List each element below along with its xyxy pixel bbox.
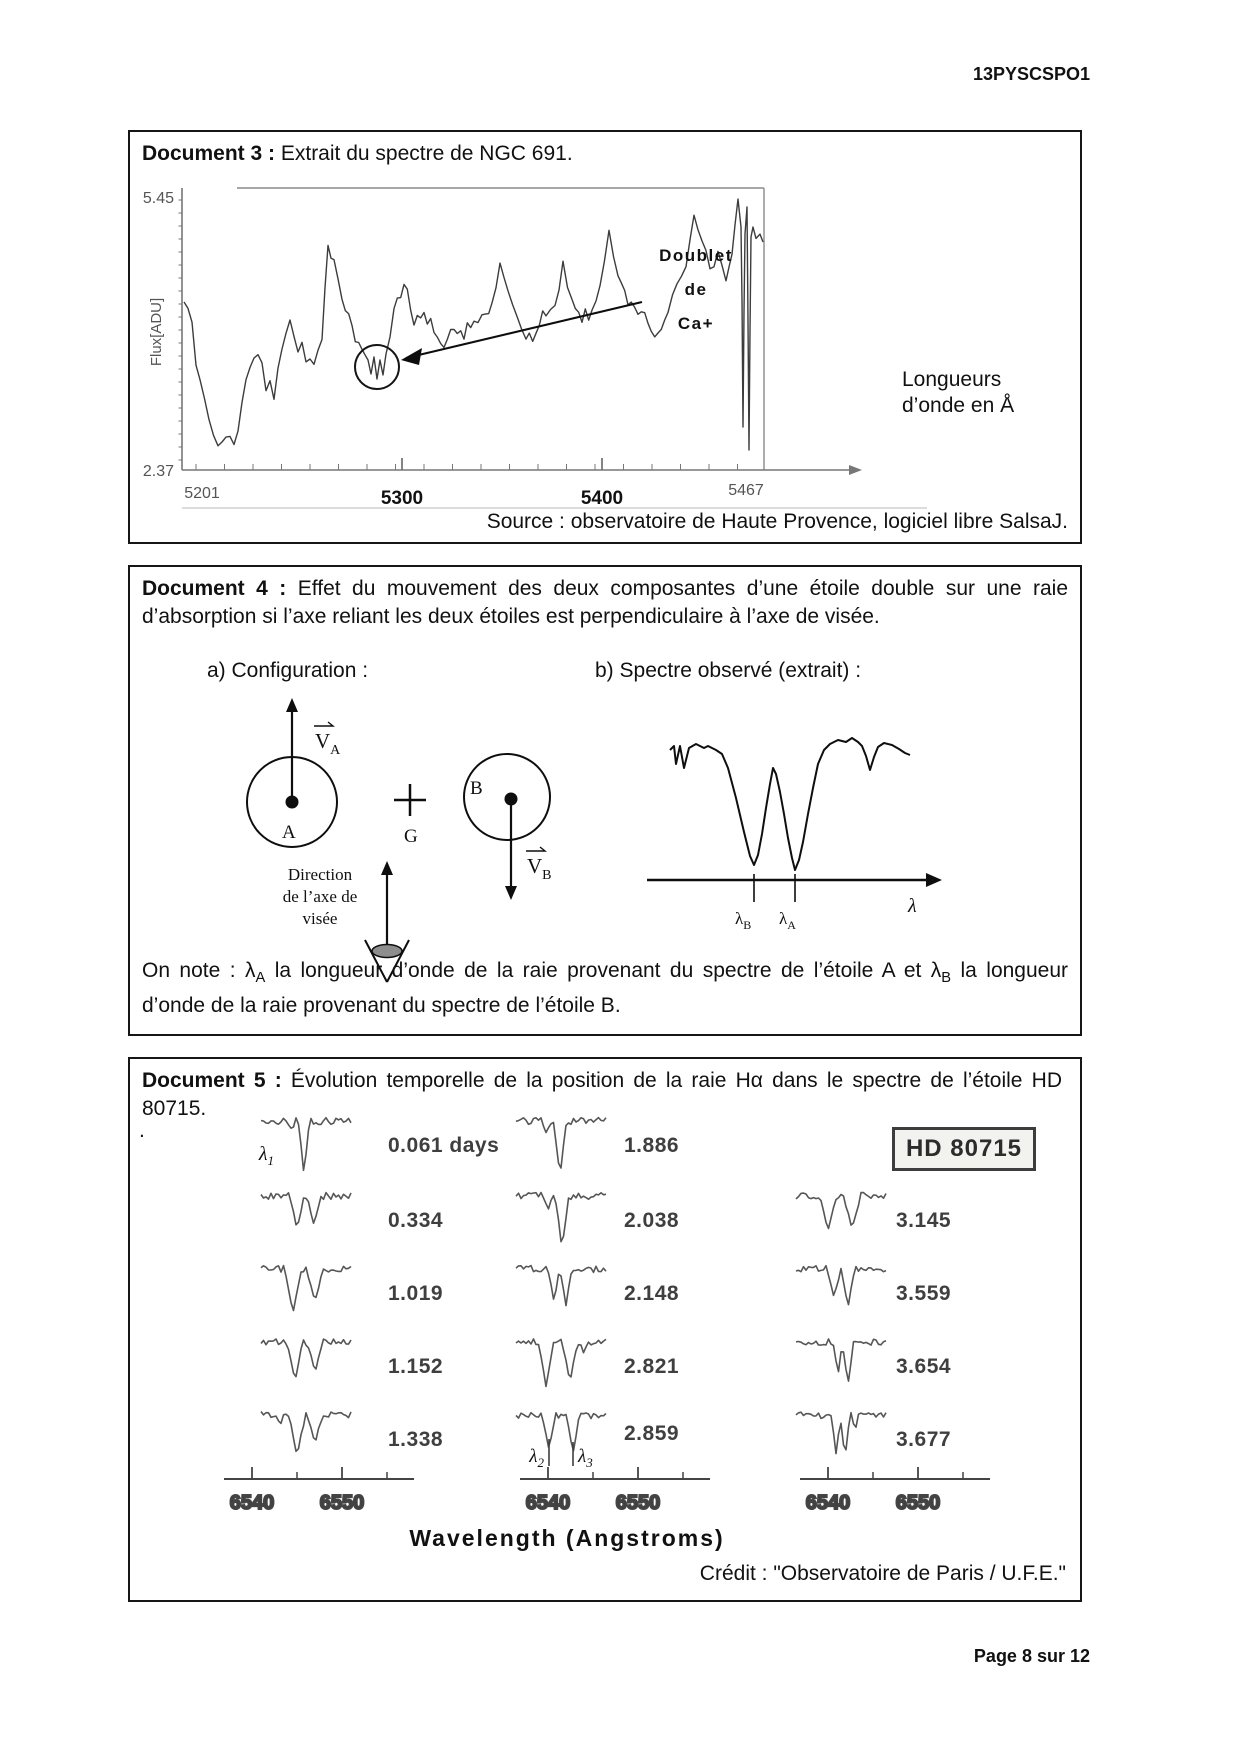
spectrum-row-1.338 (261, 1412, 351, 1452)
time-label: 0.061 days (388, 1134, 500, 1157)
svg-text:6550: 6550 (319, 1492, 365, 1514)
lambda-b-label: $\lambda_B$ (735, 909, 752, 932)
doublet-circle-marker (355, 345, 399, 389)
annotation-arrow (406, 302, 642, 358)
xtick-5300: 5300 (380, 488, 424, 509)
document3-title (142, 140, 1068, 168)
velocity-a-arrowhead-icon (286, 698, 298, 712)
wavelength-caption-line1: Longueurs (902, 368, 1002, 391)
spectrum-row-1.019 (261, 1266, 351, 1311)
barycenter-label: G (404, 826, 418, 847)
spectrum-row-0.334 (261, 1193, 351, 1225)
document4-title (142, 575, 1068, 631)
page-number: Page 8 sur 12 (973, 1646, 1090, 1666)
sight-axis-label-line2: de l’axe de (282, 887, 358, 906)
stray-dot: . (139, 1119, 145, 1142)
sight-axis-label-line3: visée (302, 909, 338, 928)
star-a-circle (247, 757, 337, 847)
document4-box (128, 565, 1082, 1036)
x-axis-ticks (196, 458, 738, 470)
vector-a-overarrow-icon (314, 722, 333, 726)
document4-note (142, 957, 1068, 1020)
x-axis-arrowhead-icon (849, 465, 862, 475)
xtick-5400: 5400 (580, 488, 624, 509)
time-label: 2.148 (624, 1282, 680, 1305)
document3-box (128, 130, 1082, 544)
note-text: la longueur d’onde de la raie provenant du spectre de l’étoile B. (142, 959, 1069, 1018)
wavelength-axis-title: Wavelength (Angstroms) (409, 1525, 725, 1551)
spectrum-row-1.886 (516, 1118, 606, 1168)
wavelength-caption-line2: d’onde en Å (902, 394, 1015, 417)
lambda-a-label: $\lambda_A$ (779, 909, 796, 932)
note-text: On note : λ (142, 959, 256, 982)
spectrum-row-2.038 (516, 1193, 606, 1242)
vector-a-label: $V_A$ (315, 729, 341, 758)
y-axis-ticks (179, 200, 183, 460)
spectrum-row-3.559 (796, 1266, 886, 1305)
lambda3-label: $\lambda_3$ (578, 1446, 593, 1470)
annotation-arrowhead-icon (401, 348, 422, 365)
document5-title-label: Document 5 : (142, 1069, 282, 1092)
time-label: 1.152 (388, 1355, 444, 1378)
time-label: 0.334 (388, 1209, 444, 1232)
wavelength-axis-col3 (800, 1467, 990, 1514)
document3-title-label: Document 3 : (142, 142, 276, 165)
note-sub-a: A (255, 970, 266, 987)
xtick-5467: 5467 (728, 482, 764, 499)
document5-title (142, 1067, 1062, 1123)
spectrum-row-2.859 (516, 1413, 606, 1451)
caption-configuration: a) Configuration : (207, 659, 369, 682)
time-label: 2.038 (624, 1209, 680, 1232)
vector-b-label: $V_B$ (527, 854, 552, 883)
lambda-axis-arrowhead-icon (926, 873, 942, 887)
sight-axis-label-line1: Direction (287, 865, 353, 884)
velocity-b-arrowhead-icon (505, 886, 517, 900)
lambda-axis-label: λ (908, 895, 917, 917)
star-a-label: A (282, 822, 296, 843)
svg-text:6550: 6550 (615, 1492, 661, 1514)
star-b-circle (464, 754, 550, 840)
star-b-label: B (470, 778, 483, 799)
document5-credit: Crédit : "Observatoire de Paris / U.F.E." (699, 1562, 1066, 1585)
document5-title-text: Évolution temporelle de la position de la raie Hα dans le spectre de l’étoile HD 80715. (142, 1069, 1062, 1120)
spectrum-row-1.152 (261, 1339, 351, 1377)
exam-code: 13PYSCSPO1 (972, 64, 1090, 84)
time-label: 3.654 (896, 1355, 952, 1378)
time-label: 2.859 (624, 1422, 680, 1445)
spectrum-row-3.677 (796, 1412, 886, 1453)
ngc691-spectrum-curve (184, 199, 763, 450)
spectrum-row-3.145 (796, 1193, 886, 1229)
wavelength-axis-col1 (224, 1467, 414, 1514)
ymax-label: 5.45 (142, 190, 174, 207)
document5-box (128, 1057, 1082, 1602)
ymin-label: 2.37 (142, 463, 174, 480)
document3-title-text: Extrait du spectre de NGC 691. (275, 142, 573, 165)
time-label: 3.677 (896, 1428, 952, 1451)
observer-eye-pupil-icon (372, 945, 402, 958)
star-b-center-dot (505, 793, 518, 806)
svg-text:6540: 6540 (229, 1492, 275, 1514)
vector-b-overarrow-icon (526, 847, 545, 851)
time-label: 1.886 (624, 1134, 680, 1157)
document4-title-label: Document 4 : (142, 577, 287, 600)
star-a-center-dot (286, 796, 299, 809)
flux-axis-label: Flux[ADU] (148, 297, 165, 367)
doublet-annotation-line3: Ca+ (677, 314, 715, 333)
time-label: 1.338 (388, 1428, 444, 1451)
note-sub-b: B (941, 970, 952, 987)
star-name-box: HD 80715 (892, 1127, 1036, 1171)
doublet-annotation-line1: Doublet (659, 246, 733, 265)
spectrum-row-3.654 (796, 1339, 886, 1381)
observed-spectrum-curve (670, 738, 910, 870)
xtick-5201: 5201 (184, 485, 220, 502)
doublet-annotation-line2: de (684, 280, 708, 299)
caption-observed-spectrum: b) Spectre observé (extrait) : (595, 659, 862, 682)
ngc691-spectrum-figure (130, 132, 1080, 542)
sight-axis-arrowhead-icon (381, 861, 393, 875)
time-label: 2.821 (624, 1355, 680, 1378)
lambda1-label: $\lambda_1$ (258, 1143, 274, 1168)
svg-text:6540: 6540 (525, 1492, 571, 1514)
wavelength-axis-col2 (520, 1467, 710, 1514)
time-label: 1.019 (388, 1282, 444, 1305)
lambda2-label: $\lambda_2$ (529, 1446, 544, 1470)
document3-source: Source : observatoire de Haute Provence, logiciel libre SalsaJ. (486, 510, 1068, 533)
spectrum-row-2.821 (516, 1339, 606, 1387)
svg-text:6540: 6540 (805, 1492, 851, 1514)
document4-title-text: Effet du mouvement des deux composantes d’une étoile double sur une raie d’absorption si l’axe reliant les deux étoiles est perpendiculaire à l’axe de visée. (142, 577, 1069, 628)
time-label: 3.145 (896, 1209, 952, 1232)
spectrum-row-0.061 (261, 1118, 351, 1171)
time-label: 3.559 (896, 1282, 952, 1305)
svg-text:6550: 6550 (895, 1492, 941, 1514)
spectrum-row-2.148 (516, 1266, 606, 1306)
note-text: la longueur d’onde de la raie provenant du spectre de l’étoile A et λ (265, 959, 942, 982)
